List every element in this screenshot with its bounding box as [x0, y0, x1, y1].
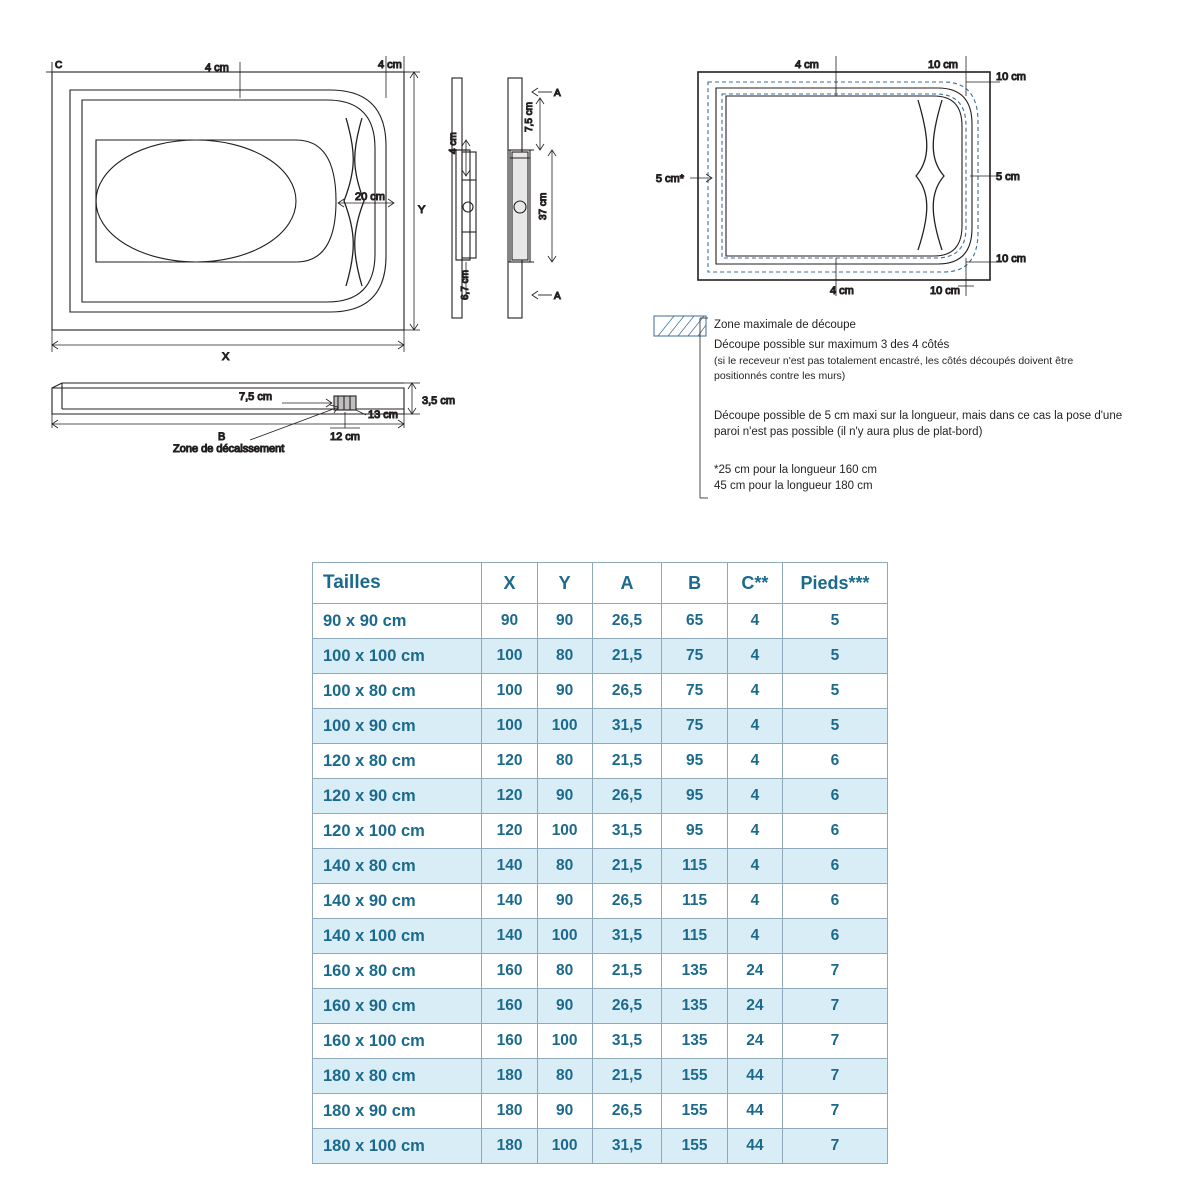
cell-taille: 180 x 90 cm — [313, 1094, 482, 1129]
cell-pieds: 6 — [782, 849, 887, 884]
legend-bracket — [700, 318, 708, 498]
label-5cm-right: 5 cm — [996, 171, 1020, 183]
cell-pieds: 7 — [782, 989, 887, 1024]
cell-pieds: 7 — [782, 1059, 887, 1094]
table-body — [313, 604, 888, 1164]
cell-pieds: 7 — [782, 954, 887, 989]
label-x: X — [222, 351, 230, 363]
legend-swatch — [654, 316, 706, 336]
drain-curves-right — [916, 100, 944, 250]
cell-y: 90 — [537, 884, 592, 919]
table-row — [313, 1059, 888, 1094]
label-5cm-left: 5 cm* — [655, 173, 684, 185]
cell-pieds: 5 — [782, 639, 887, 674]
label-4cm-section: 4 cm — [448, 132, 459, 154]
cell-a: 31,5 — [592, 709, 662, 744]
cell-b: 95 — [662, 744, 728, 779]
cell-a: 26,5 — [592, 779, 662, 814]
cell-y: 90 — [537, 674, 592, 709]
cell-pieds: 5 — [782, 604, 887, 639]
cell-c: 24 — [727, 989, 782, 1024]
cell-a: 31,5 — [592, 1129, 662, 1164]
label-7-5cm-section: 7,5 cm — [524, 101, 535, 132]
cell-y: 80 — [537, 744, 592, 779]
cell-taille: 120 x 100 cm — [313, 814, 482, 849]
th-x: X — [482, 563, 537, 604]
label-6-7cm: 6,7 cm — [460, 269, 471, 300]
dim-3-5cm — [404, 383, 420, 414]
label-10cm-bottom: 10 cm — [930, 285, 960, 297]
cut-zone-dashed — [708, 82, 978, 272]
cell-pieds: 5 — [782, 674, 887, 709]
label-4cm-right: 4 cm — [378, 59, 402, 71]
cell-b: 95 — [662, 779, 728, 814]
dim-7-5cm-section — [536, 98, 544, 150]
cell-pieds: 6 — [782, 744, 887, 779]
cell-b: 135 — [662, 1024, 728, 1059]
cell-a: 21,5 — [592, 954, 662, 989]
table-row — [313, 884, 888, 919]
cell-x: 180 — [482, 1094, 537, 1129]
cell-pieds: 6 — [782, 884, 887, 919]
cell-taille: 100 x 80 cm — [313, 674, 482, 709]
cell-y: 100 — [537, 1024, 592, 1059]
cell-y: 80 — [537, 849, 592, 884]
cell-a: 31,5 — [592, 919, 662, 954]
cell-c: 44 — [727, 1129, 782, 1164]
table-row — [313, 954, 888, 989]
cell-pieds: 6 — [782, 919, 887, 954]
cell-a: 26,5 — [592, 1094, 662, 1129]
th-tailles: Tailles — [313, 563, 482, 604]
legend-line-6: *25 cm pour la longueur 160 cm — [714, 464, 878, 476]
cell-a: 26,5 — [592, 989, 662, 1024]
legend-line-1: Découpe possible sur maximum 3 des 4 côtés — [714, 339, 950, 351]
cell-b: 115 — [662, 884, 728, 919]
label-3-5cm: 3,5 cm — [422, 395, 456, 407]
cell-y: 90 — [537, 989, 592, 1024]
label-a-top: A — [554, 88, 561, 99]
cell-taille: 160 x 100 cm — [313, 1024, 482, 1059]
cell-x: 120 — [482, 779, 537, 814]
th-c: C** — [727, 563, 782, 604]
dim-x — [52, 330, 404, 352]
cell-y: 100 — [537, 709, 592, 744]
cell-pieds: 7 — [782, 1094, 887, 1129]
dim-4cm-section — [462, 140, 470, 176]
cell-y: 80 — [537, 639, 592, 674]
cell-x: 160 — [482, 1024, 537, 1059]
cell-a: 21,5 — [592, 639, 662, 674]
label-b: B — [218, 431, 226, 443]
cell-c: 4 — [727, 919, 782, 954]
cell-c: 4 — [727, 709, 782, 744]
cell-taille: 140 x 90 cm — [313, 884, 482, 919]
legend-line-4: Découpe possible de 5 cm maxi sur la longueur, mais dans ce cas la pose d'une — [714, 410, 1123, 422]
table-row — [313, 744, 888, 779]
cell-b: 75 — [662, 674, 728, 709]
cell-taille: 90 x 90 cm — [313, 604, 482, 639]
cell-c: 44 — [727, 1094, 782, 1129]
label-37cm: 37 cm — [538, 192, 549, 220]
label-20cm: 20 cm — [355, 191, 385, 203]
label-4cm-left: 4 cm — [205, 62, 229, 74]
table-row — [313, 779, 888, 814]
cell-c: 4 — [727, 814, 782, 849]
cell-c: 4 — [727, 639, 782, 674]
cell-y: 90 — [537, 1094, 592, 1129]
cell-x: 140 — [482, 919, 537, 954]
cell-y: 80 — [537, 1059, 592, 1094]
table-row — [313, 919, 888, 954]
cell-b: 65 — [662, 604, 728, 639]
table-row — [313, 814, 888, 849]
cell-c: 4 — [727, 849, 782, 884]
cell-taille: 180 x 100 cm — [313, 1129, 482, 1164]
cell-x: 140 — [482, 884, 537, 919]
th-y: Y — [537, 563, 592, 604]
table-row — [313, 709, 888, 744]
cell-b: 75 — [662, 639, 728, 674]
cell-b: 155 — [662, 1129, 728, 1164]
cell-pieds: 6 — [782, 814, 887, 849]
dim-5cm-left — [690, 174, 712, 182]
cell-a: 31,5 — [592, 1024, 662, 1059]
cell-x: 180 — [482, 1059, 537, 1094]
sizes-table-wrapper — [312, 562, 892, 1164]
cell-pieds: 7 — [782, 1129, 887, 1164]
th-pieds: Pieds*** — [782, 563, 887, 604]
cell-taille: 120 x 80 cm — [313, 744, 482, 779]
cell-taille: 140 x 80 cm — [313, 849, 482, 884]
cell-b: 155 — [662, 1059, 728, 1094]
cell-pieds: 7 — [782, 1024, 887, 1059]
label-10cm-right-top: 10 cm — [996, 71, 1026, 83]
dim-b — [52, 414, 404, 428]
cell-y: 90 — [537, 779, 592, 814]
label-decaissement: Zone de décaissement — [173, 443, 285, 455]
cell-x: 100 — [482, 674, 537, 709]
table-row — [313, 1129, 888, 1164]
label-13cm: 13 cm — [368, 409, 398, 421]
cell-c: 24 — [727, 954, 782, 989]
cell-x: 100 — [482, 639, 537, 674]
cell-x: 160 — [482, 989, 537, 1024]
cell-pieds: 5 — [782, 709, 887, 744]
cell-c: 4 — [727, 744, 782, 779]
cell-c: 4 — [727, 779, 782, 814]
label-10cm-top: 10 cm — [928, 59, 958, 71]
label-y: Y — [418, 204, 426, 216]
label-7-5cm-elev: 7,5 cm — [238, 391, 272, 403]
cell-b: 115 — [662, 849, 728, 884]
label-12cm: 12 cm — [330, 431, 360, 443]
cell-x: 120 — [482, 814, 537, 849]
plan-view-outer — [52, 72, 404, 330]
cell-taille: 120 x 90 cm — [313, 779, 482, 814]
table-row — [313, 989, 888, 1024]
dim-7-5cm-elev — [282, 399, 332, 407]
cell-taille: 140 x 100 cm — [313, 919, 482, 954]
dim-4cm-left — [232, 62, 248, 98]
cell-c: 4 — [727, 604, 782, 639]
cell-y: 100 — [537, 1129, 592, 1164]
label-4cm-bottom: 4 cm — [830, 285, 854, 297]
cell-x: 180 — [482, 1129, 537, 1164]
decaissement-leader — [250, 405, 338, 440]
cell-y: 90 — [537, 604, 592, 639]
label-4cm-top-right: 4 cm — [795, 59, 819, 71]
cell-a: 26,5 — [592, 674, 662, 709]
table-row — [313, 849, 888, 884]
table-row — [313, 604, 888, 639]
cell-x: 120 — [482, 744, 537, 779]
cut-zone-view — [698, 72, 990, 280]
cell-b: 155 — [662, 1094, 728, 1129]
cell-taille: 160 x 80 cm — [313, 954, 482, 989]
th-b: B — [662, 563, 728, 604]
cell-c: 24 — [727, 1024, 782, 1059]
cell-x: 160 — [482, 954, 537, 989]
sizes-table — [312, 562, 888, 1164]
table-row — [313, 1024, 888, 1059]
th-a: A — [592, 563, 662, 604]
cell-taille: 160 x 90 cm — [313, 989, 482, 1024]
cell-b: 75 — [662, 709, 728, 744]
label-10cm-right-bottom: 10 cm — [996, 253, 1026, 265]
legend-line-2: (si le receveur n'est pas totalement encastré, les côtés découpés doivent être — [714, 355, 1074, 367]
legend-swatch-label: Zone maximale de découpe — [714, 319, 856, 331]
legend-line-5: paroi n'est pas possible (il n'y aura plus de plat-bord) — [714, 426, 983, 438]
table-row — [313, 639, 888, 674]
cell-y: 80 — [537, 954, 592, 989]
legend-line-3: positionnés contre les murs) — [714, 370, 846, 382]
table-header-row — [313, 563, 888, 604]
elevation-view — [52, 383, 404, 414]
cell-a: 21,5 — [592, 1059, 662, 1094]
cell-y: 100 — [537, 919, 592, 954]
cell-x: 100 — [482, 709, 537, 744]
table-row — [313, 674, 888, 709]
cell-c: 4 — [727, 884, 782, 919]
label-c-corner: C — [55, 60, 63, 71]
label-a-bottom: A — [554, 291, 561, 302]
cell-a: 21,5 — [592, 744, 662, 779]
dim-y — [404, 72, 420, 330]
cell-taille: 100 x 100 cm — [313, 639, 482, 674]
cell-pieds: 6 — [782, 779, 887, 814]
cell-a: 31,5 — [592, 814, 662, 849]
technical-drawing-area — [0, 0, 1200, 520]
dim-37cm — [548, 150, 556, 262]
cell-b: 135 — [662, 989, 728, 1024]
cell-taille: 100 x 90 cm — [313, 709, 482, 744]
cell-y: 100 — [537, 814, 592, 849]
cell-a: 26,5 — [592, 604, 662, 639]
cell-b: 95 — [662, 814, 728, 849]
cell-a: 21,5 — [592, 849, 662, 884]
cell-x: 90 — [482, 604, 537, 639]
cell-taille: 180 x 80 cm — [313, 1059, 482, 1094]
cell-c: 44 — [727, 1059, 782, 1094]
legend-line-7: 45 cm pour la longueur 180 cm — [714, 480, 873, 492]
cell-x: 140 — [482, 849, 537, 884]
cell-b: 135 — [662, 954, 728, 989]
cell-a: 26,5 — [592, 884, 662, 919]
cell-c: 4 — [727, 674, 782, 709]
cell-b: 115 — [662, 919, 728, 954]
table-row — [313, 1094, 888, 1129]
